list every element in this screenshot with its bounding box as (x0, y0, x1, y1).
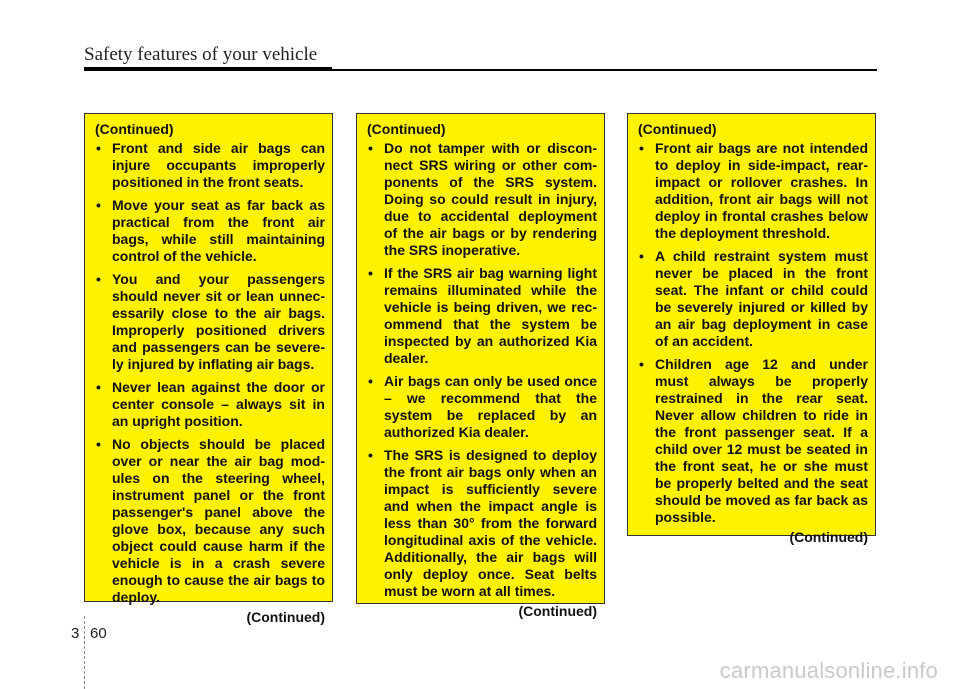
list-item (94, 436, 325, 606)
continued-footer: (Continued) (789, 529, 868, 545)
list-item (94, 271, 325, 373)
list-item-text: Move your seat as far back as practical from the front air bags, while still maintaining control of the vehicle. (112, 197, 325, 264)
bullet-icon: • (639, 140, 644, 156)
bullet-icon: • (96, 140, 101, 156)
header-title: Safety features of your vehicle (84, 44, 318, 65)
continued-footer: (Continued) (246, 609, 325, 625)
watermark: carmanualsonline.info (719, 658, 938, 683)
bullet-icon: • (639, 248, 644, 264)
bullet-icon: • (368, 373, 373, 389)
bullet-icon: • (368, 140, 373, 156)
list-item (94, 140, 325, 191)
page-divider-line (84, 616, 86, 689)
continued-header: (Continued) (367, 121, 446, 137)
list-item (637, 248, 868, 350)
bullet-list (94, 140, 325, 606)
list-item-text: Front air bags are not intended to deploy in side-impact, rear-impact or rollover crashes. In addition, front air bags will not deploy in frontal crashes below the deployment threshold. (655, 140, 868, 241)
bullet-icon: • (368, 265, 373, 281)
list-item-text: You and your passengers should never sit or lean unnecessarily close to the air bags. Improperly positioned drivers and passengers can be severely injured by inflating air bags. (112, 271, 325, 372)
list-item-text: Children age 12 and under must always be properly restrained in the rear seat. Never allow children to ride in the front passenger seat. If a child over 12 must be seated in the front seat, he or she must be properly belted and the seat should be moved as far back as possible. (655, 356, 868, 525)
list-item (94, 379, 325, 430)
warning-box-1 (84, 113, 333, 625)
header-rule-thick (84, 67, 332, 71)
chapter-number: 3 (71, 625, 80, 642)
list-item-text: Front and side air bags can injure occupants improperly positioned in the front seats. (112, 140, 325, 190)
list-item-text: If the SRS air bag warning light remains illuminated while the vehicle is being driven, we recommend that the system be inspected by an authorized Kia dealer. (384, 265, 597, 366)
list-item-text: Air bags can only be used once – we recommend that the system be replaced by an authorized Kia dealer. (384, 373, 597, 440)
page-number: 60 (90, 625, 107, 642)
continued-header: (Continued) (638, 121, 717, 137)
bullet-icon: • (368, 447, 373, 463)
bullet-icon: • (639, 356, 644, 372)
bullet-list (637, 140, 868, 526)
list-item (637, 140, 868, 242)
list-item-text: The SRS is designed to deploy the front air bags only when an impact is sufficiently severe and when the impact angle is less than 30° from the forward longitudinal axis of the vehicle. Additionally, the air bags will only deploy once. Seat belts must be worn at all times. (384, 447, 597, 599)
list-item (366, 373, 597, 441)
warning-box-3 (627, 113, 876, 545)
continued-header: (Continued) (95, 121, 174, 137)
list-item (366, 447, 597, 600)
list-item (94, 197, 325, 265)
list-item-text: Never lean against the door or center console – always sit in an upright position. (112, 379, 325, 429)
list-item (637, 356, 868, 526)
header-rule-thin (332, 69, 877, 71)
warning-box-2 (356, 113, 605, 619)
list-item (366, 140, 597, 259)
bullet-icon: • (96, 379, 101, 395)
list-item-text: Do not tamper with or disconnect SRS wiring or other components of the SRS system. Doing so could result in injury, due to accidental deployment of the air bags or by rendering the SRS inoperative. (384, 140, 597, 258)
list-item-text: No objects should be placed over or near the air bag modules on the steering wheel, instrument panel or the front passenger's panel above the glove box, because any such object could cause harm if the vehicle is in a crash severe enough to cause the air bags to deploy. (112, 436, 325, 605)
list-item (366, 265, 597, 367)
bullet-list (366, 140, 597, 600)
bullet-icon: • (96, 271, 101, 287)
list-item-text: A child restraint system must never be placed in the front seat. The infant or child could be severely injured or killed by an air bag deployment in case of an accident. (655, 248, 868, 349)
continued-footer: (Continued) (518, 603, 597, 619)
bullet-icon: • (96, 436, 101, 452)
bullet-icon: • (96, 197, 101, 213)
